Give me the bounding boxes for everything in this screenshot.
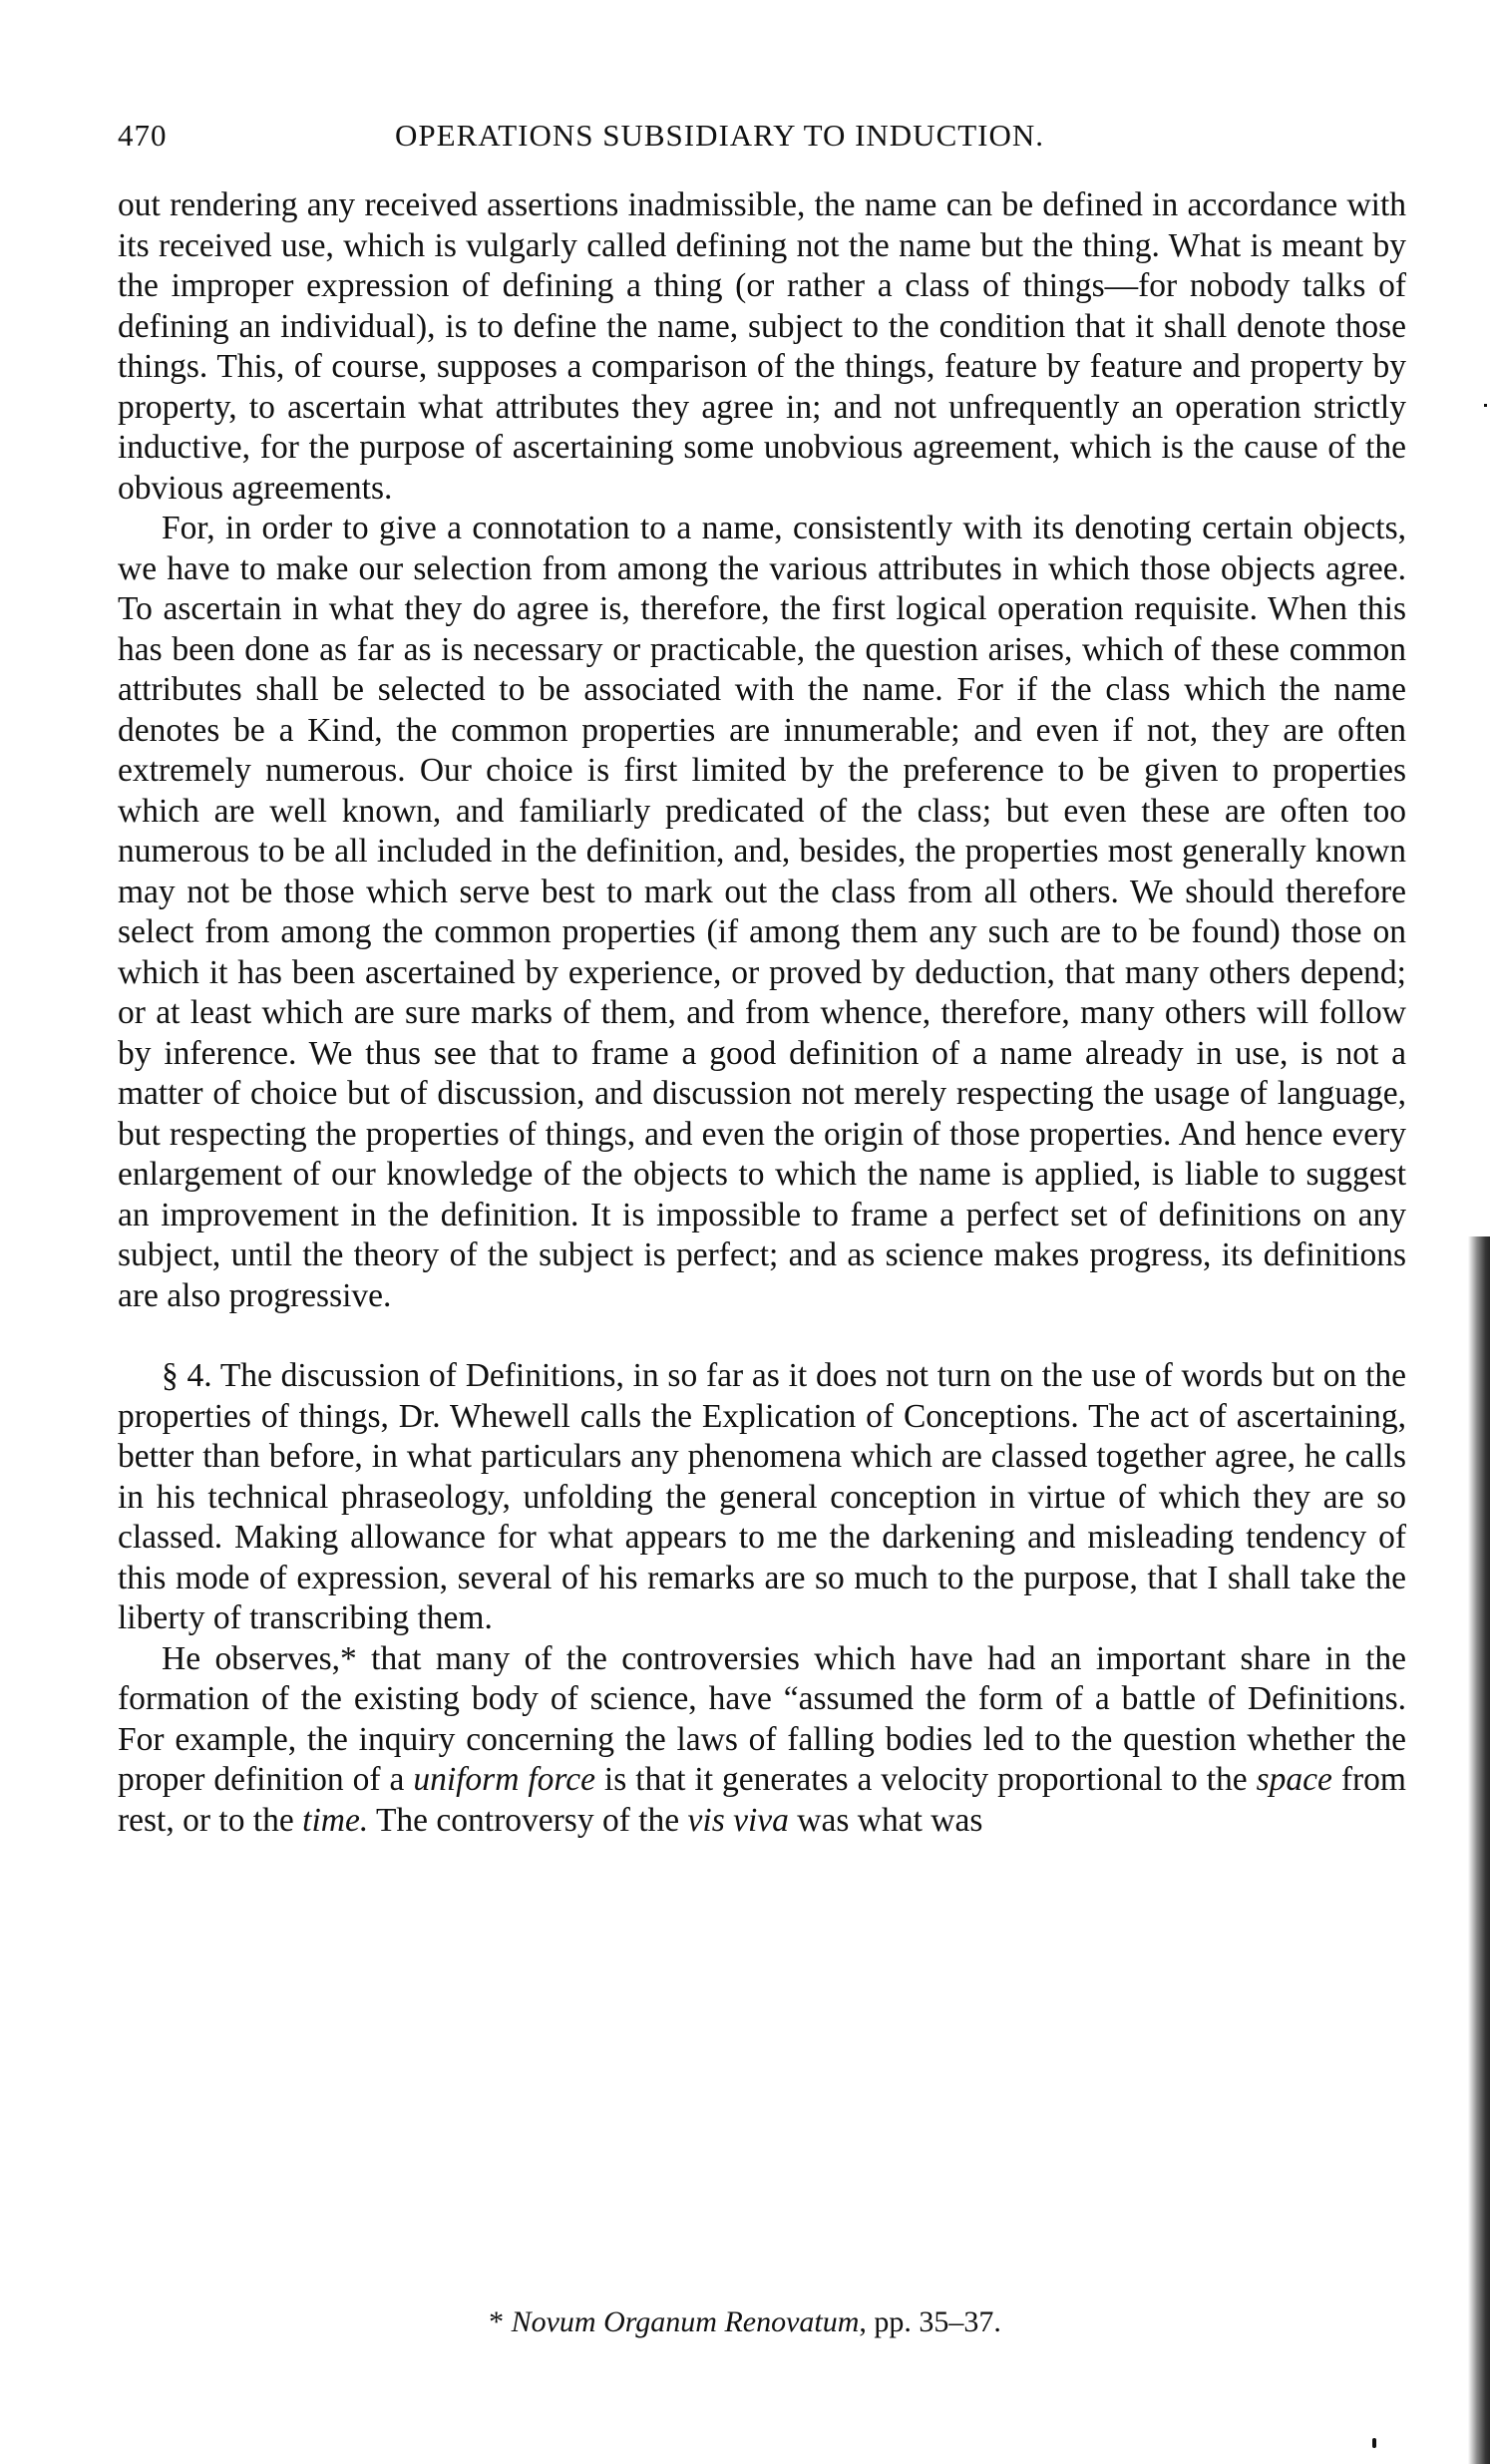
paragraph-connotation: For, in order to give a connotation to a name, consistently with its denoting certain objects, we have to make our selection from among the various attributes in which those objects agree. To ascertain in what they do agree is, therefore, the first logical operation requisite. When this has been done as far as is necessary or practicable, the question arises, which of these common attributes shall be selected to be associated with the name. For if the class which the name denotes be a Kind, the common properties are innumerable; and even if not, they are often extremely numerous. Our choice is first limited by the preference to be given to properties which are well known, and familiarly predicated of the class; but even these are often too numerous to be all included in the definition, and, besides, the properties most generally known may not be those which serve best to mark out the class from all others. We should therefore select from among the common properties (if among them any such are to be found) those on which it has been ascertained by experience, or proved by deduction, that many others depend; or at least which are sure marks of them, and from whence, therefore, many others will follow by inference. We thus see that to frame a good definition of a name already in use, is not a matter of choice but of discussion, and discussion not merely respecting the usage of language, but respecting the properties of things, and even the origin of those properties. And hence every enlargement of our knowledge of the objects to which the name is applied, is liable to suggest an improvement in the definition. It is impossible to frame a perfect set of definitions on any subject, until the theory of the subject is perfect; and as science makes progress, its definitions are also progressive. bbox=[118, 510, 1406, 1314]
scan-page-edge bbox=[1468, 1236, 1490, 2464]
text-run: The controversy of the bbox=[368, 1801, 688, 1839]
text-run: from rest, or to the bbox=[118, 1761, 1406, 1839]
paragraph-section-4: § 4. The discussion of Definitions, in so far as it does not turn on the use of words but on the properties of things, Dr. Whewell calls the Explication of Conceptions. The act of ascertaining, better than before, in what particulars any phenomena which are classed together agree, he calls in his technical phraseology, unfolding the general conception in virtue of which they are so classed. Making allowance for what appears to me the darkening and misleading tendency of this mode of expression, several of his remarks are so much to the purpose, that I shall take the liberty of transcribing them. bbox=[118, 1357, 1406, 1636]
paragraph-whewell bbox=[118, 1639, 1406, 1842]
italic-term: time. bbox=[302, 1801, 369, 1839]
footnote bbox=[0, 2305, 1490, 2339]
text-run: is that it generates a velocity proportional to the bbox=[594, 1761, 1257, 1798]
scan-speck bbox=[1372, 2438, 1376, 2448]
page-number: 470 bbox=[118, 118, 168, 153]
page-header bbox=[118, 118, 1434, 168]
text-run: was what was bbox=[788, 1801, 983, 1839]
italic-term: space bbox=[1256, 1761, 1332, 1798]
body-text bbox=[118, 185, 1406, 1841]
italic-term: vis viva bbox=[687, 1801, 789, 1839]
paragraph-continuation: out rendering any received assertions inadmissible, the name can be defined in accordance with its received use, which is vulgarly called defining not the name but the thing. What is meant by the improper expression of defining a thing (or rather a class of things—for nobody talks of defining an individual), is to define the name, subject to the condition that it shall denote those things. This, of course, supposes a comparison of the things, feature by feature and property by property, to ascertain what attributes they agree in; and not unfrequently an operation strictly inductive, for the purpose of ascertaining some unobvious agreement, which is the cause of the obvious agreements. bbox=[118, 186, 1406, 507]
footnote-title: Novum Organum Renovatum bbox=[511, 2305, 860, 2338]
running-head: OPERATIONS SUBSIDIARY TO INDUCTION. bbox=[395, 118, 1045, 153]
italic-term: uniform force bbox=[413, 1761, 595, 1798]
text-run: He observes,* that many of the controversies which have had an important share in the formation of the existing body of science, have “assumed the form of a battle of Definitions. For example, the inquiry concerning the laws of falling bodies led to the question whether the proper definition of a bbox=[118, 1639, 1406, 1798]
scan-speck bbox=[1484, 404, 1487, 407]
footnote-marker: * bbox=[489, 2305, 512, 2338]
footnote-pages: , pp. 35–37. bbox=[859, 2305, 1001, 2338]
